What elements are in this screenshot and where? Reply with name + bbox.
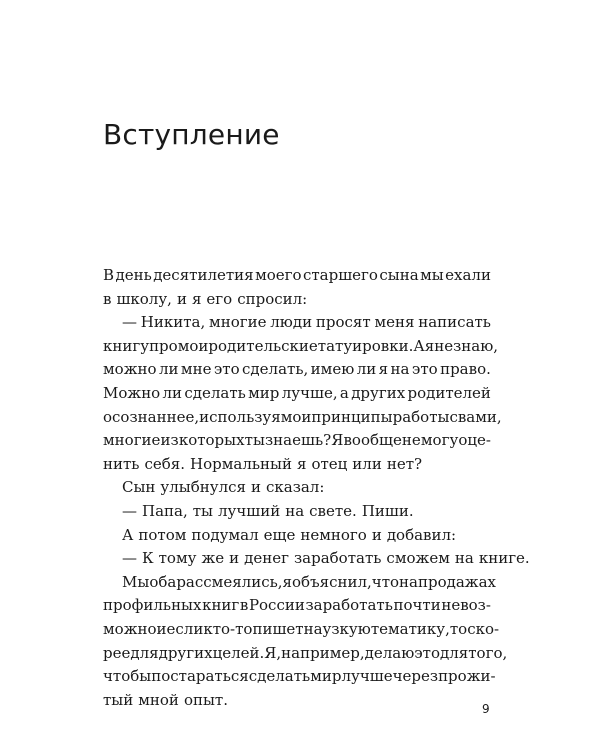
body-text bbox=[103, 264, 530, 712]
text-line: в школу, и я его спросил: bbox=[103, 289, 308, 308]
page-number: 9 bbox=[482, 702, 490, 716]
text-line: можно ли мне это сделать, имею ли я на это право. bbox=[103, 360, 491, 379]
text-line: профильных книг в России заработать почти невоз- bbox=[103, 596, 491, 615]
text-line: — Папа, ты лучший на свете. Пиши. bbox=[122, 501, 414, 520]
text-line: рее для других целей. Я, например, делаю это для того, bbox=[103, 643, 508, 662]
text-line: можно и если кто-то пишет на узкую тематику, то ско- bbox=[103, 619, 500, 638]
text-line: нить себя. Нормальный я отец или нет? bbox=[103, 454, 423, 473]
text-line: чтобы постараться сделать мир лучше через прожи- bbox=[103, 667, 496, 686]
text-line: — Никита, многие люди просят меня написать bbox=[122, 313, 491, 332]
text-line: Можно ли сделать мир лучше, а других родителей bbox=[103, 383, 491, 402]
text-line: тый мной опыт. bbox=[103, 690, 228, 709]
text-line: Мы оба рассмеялись, я объяснил, что на продажах bbox=[122, 572, 496, 591]
text-line: Сын улыбнулся и сказал: bbox=[122, 478, 325, 497]
text-line: многие из которых ты знаешь? Я вообще не могу оце- bbox=[103, 431, 491, 450]
text-line: В день десятилетия моего старшего сына мы ехали bbox=[103, 266, 491, 284]
text-line: осознаннее, используя мои принципы работы с вами, bbox=[103, 407, 502, 426]
text-line: книгу про мои родительские татуировки. А я не знаю, bbox=[103, 336, 499, 355]
text-line: А потом подумал еще немного и добавил: bbox=[122, 525, 457, 544]
chapter-title: Вступление bbox=[103, 118, 280, 151]
text-line: — К тому же и денег заработать сможем на книге. bbox=[122, 549, 530, 568]
